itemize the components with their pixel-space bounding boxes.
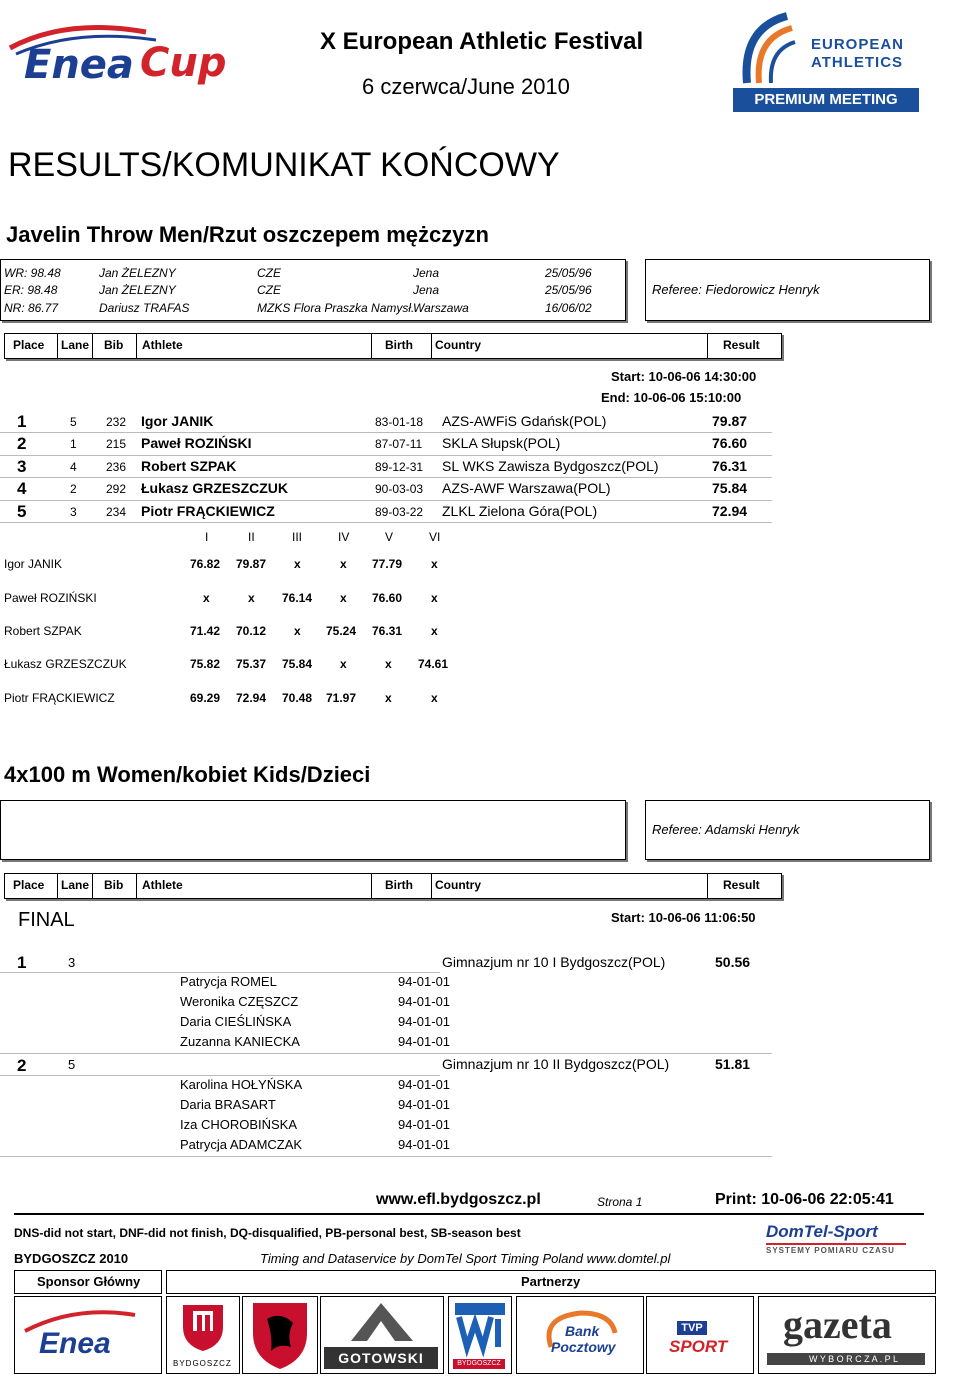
attempt-value: 75.84 xyxy=(282,657,313,671)
member-name: Patrycja ROMEL xyxy=(180,974,277,989)
bydgoszcz-text: BYDGOSZCZ xyxy=(173,1359,232,1368)
member-name: Patrycja ADAMCZAK xyxy=(180,1137,303,1152)
javelin-referee: Referee: Fiedorowicz Henryk xyxy=(652,282,820,297)
result-lane: 1 xyxy=(70,437,77,451)
attempt-value: x xyxy=(294,624,301,638)
relay-start-time: Start: 10-06-06 11:06:50 xyxy=(611,910,756,925)
tvp-sport-text: SPORT xyxy=(669,1337,728,1356)
col-lane: Lane xyxy=(61,338,90,352)
region-crest-logo xyxy=(242,1296,318,1374)
footer-city-year: BYDGOSZCZ 2010 xyxy=(14,1251,129,1266)
col-separator xyxy=(707,874,708,898)
result-mark: 76.60 xyxy=(712,435,748,451)
result-birth: 89-03-22 xyxy=(375,505,424,519)
team-name: Gimnazjum nr 10 II Bydgoszcz(POL) xyxy=(442,1056,670,1072)
attempt-value: 75.82 xyxy=(190,657,221,671)
event-title: X European Athletic Festival xyxy=(320,28,644,55)
footer-page: Strona 1 xyxy=(597,1195,643,1209)
result-country: SKLA Słupsk(POL) xyxy=(442,435,561,451)
col-place: Place xyxy=(13,338,45,352)
member-name: Daria BRASART xyxy=(180,1097,276,1112)
attempt-value: 77.79 xyxy=(372,557,403,571)
record-club: MZKS Flora Praszka Namysł. xyxy=(257,301,415,315)
record-holder: Dariusz TRAFAS xyxy=(99,301,190,315)
relay-column-header xyxy=(4,873,782,899)
attempt-athlete: Piotr FRĄCKIEWICZ xyxy=(4,691,115,705)
col-separator xyxy=(707,334,708,358)
team-result: 51.81 xyxy=(715,1056,751,1072)
attempt-value: 75.37 xyxy=(236,657,267,671)
gazeta-logo xyxy=(758,1296,936,1374)
wiik-text: BYDGOSZCZ xyxy=(453,1359,505,1369)
result-place: 3 xyxy=(17,457,27,476)
partners-label: Partnerzy xyxy=(521,1274,581,1289)
attempt-col: I xyxy=(205,530,209,544)
col-result: Result xyxy=(723,878,760,892)
col-lane: Lane xyxy=(61,878,90,892)
record-holder: Jan ŻELEZNY xyxy=(99,266,176,280)
attempt-col: V xyxy=(385,530,394,544)
col-result: Result xyxy=(723,338,760,352)
enea-sponsor-logo xyxy=(14,1296,162,1374)
result-lane: 4 xyxy=(70,460,77,474)
sponsor-label: Sponsor Główny xyxy=(37,1274,141,1289)
record-city: Jena xyxy=(413,266,440,280)
row-divider xyxy=(0,1075,440,1076)
attempt-value: 70.48 xyxy=(282,691,313,705)
record-holder: Jan ŻELEZNY xyxy=(99,283,176,297)
relay-section-title: 4x100 m Women/kobiet Kids/Dzieci xyxy=(4,762,371,787)
col-separator xyxy=(57,334,58,358)
record-date: 16/06/02 xyxy=(545,301,592,315)
col-country: Country xyxy=(435,878,481,892)
attempt-value: 74.61 xyxy=(418,657,449,671)
attempt-value: x xyxy=(203,591,210,605)
result-lane: 3 xyxy=(70,505,77,519)
attempt-value: 75.24 xyxy=(326,624,357,638)
cup-logo-text: Cup xyxy=(140,40,227,86)
domtel-logo xyxy=(760,1222,910,1256)
col-separator xyxy=(371,874,372,898)
relay-round: FINAL xyxy=(18,909,75,931)
col-separator xyxy=(57,874,58,898)
col-separator xyxy=(431,874,432,898)
tvp-sport-logo xyxy=(646,1296,754,1374)
team-lane: 5 xyxy=(68,1057,76,1072)
member-birth: 94-01-01 xyxy=(398,1077,451,1092)
row-divider xyxy=(0,477,772,478)
attempt-value: x xyxy=(431,691,438,705)
col-separator xyxy=(371,334,372,358)
griffin-crest-icon xyxy=(243,1297,317,1373)
col-country: Country xyxy=(435,338,481,352)
col-separator xyxy=(92,334,93,358)
team-lane: 3 xyxy=(68,955,76,970)
bydgoszcz-logo xyxy=(166,1296,240,1374)
gazeta-text: gazeta xyxy=(783,1302,892,1347)
team-name: Gimnazjum nr 10 I Bydgoszcz(POL) xyxy=(442,954,666,970)
result-country: AZS-AWFiS Gdańsk(POL) xyxy=(442,413,607,429)
result-mark: 72.94 xyxy=(712,503,748,519)
result-country: ZLKL Zielona Góra(POL) xyxy=(442,503,598,519)
result-place: 1 xyxy=(17,412,27,431)
record-city: Warszawa xyxy=(413,301,469,315)
col-separator xyxy=(136,874,137,898)
domtel-brand: DomTel-Sport xyxy=(766,1222,878,1241)
result-lane: 2 xyxy=(70,482,77,496)
record-city: Jena xyxy=(413,283,440,297)
attempt-value: 76.60 xyxy=(372,591,403,605)
col-athlete: Athlete xyxy=(142,338,183,352)
javelin-end-time: End: 10-06-06 15:10:00 xyxy=(601,390,742,405)
domtel-rule xyxy=(766,1243,906,1245)
attempt-col: IV xyxy=(338,530,350,544)
gotowski-text: GOTOWSKI xyxy=(324,1347,438,1369)
attempt-value: x xyxy=(340,591,347,605)
attempt-athlete: Łukasz GRZESZCZUK xyxy=(4,657,127,671)
attempt-value: 70.12 xyxy=(236,624,267,638)
result-athlete: Robert SZPAK xyxy=(141,458,237,474)
member-name: Karolina HOŁYŃSKA xyxy=(180,1077,303,1092)
attempt-col: II xyxy=(248,530,255,544)
col-separator xyxy=(431,334,432,358)
result-birth: 90-03-03 xyxy=(375,482,424,496)
team-place: 2 xyxy=(17,1056,27,1075)
row-divider xyxy=(0,522,772,523)
attempt-value: 76.31 xyxy=(372,624,403,638)
member-birth: 94-01-01 xyxy=(398,1034,451,1049)
result-place: 4 xyxy=(17,479,27,498)
result-mark: 76.31 xyxy=(712,458,748,474)
gotowski-emblem-icon xyxy=(321,1297,443,1345)
attempt-value: 72.94 xyxy=(236,691,267,705)
result-place: 5 xyxy=(17,502,27,521)
row-divider xyxy=(0,455,772,456)
result-country: AZS-AWF Warszawa(POL) xyxy=(442,480,611,496)
result-mark: 75.84 xyxy=(712,480,748,496)
col-bib: Bib xyxy=(104,338,124,352)
attempt-value: x xyxy=(431,557,438,571)
city-crest-icon xyxy=(167,1297,239,1357)
relay-referee: Referee: Adamski Henryk xyxy=(652,822,800,837)
footer-print-time: Print: 10-06-06 22:05:41 xyxy=(715,1191,894,1208)
wyborcza-text: W Y B O R C Z A . P L xyxy=(809,1354,899,1364)
result-place: 2 xyxy=(17,434,27,453)
enea-cup-logo xyxy=(6,18,227,96)
attempt-value: x xyxy=(340,557,347,571)
ea-swirl-icon xyxy=(737,8,797,88)
record-club: CZE xyxy=(257,266,281,280)
result-bib: 292 xyxy=(106,482,127,496)
record-date: 25/05/96 xyxy=(545,266,592,280)
domtel-sub: SYSTEMY POMIARU CZASU xyxy=(766,1246,895,1255)
bank-text-2: Pocztowy xyxy=(551,1339,616,1355)
team-place: 1 xyxy=(17,953,27,972)
col-separator xyxy=(92,874,93,898)
ea-premium-banner: PREMIUM MEETING xyxy=(733,88,919,112)
result-bib: 215 xyxy=(106,437,127,451)
bank-text-1: Bank xyxy=(565,1323,600,1339)
record-label: WR: 98.48 xyxy=(4,266,61,280)
col-athlete: Athlete xyxy=(142,878,183,892)
row-divider xyxy=(0,1156,772,1157)
result-birth: 89-12-31 xyxy=(375,460,424,474)
member-birth: 94-01-01 xyxy=(398,1117,451,1132)
record-label: ER: 98.48 xyxy=(4,283,58,297)
col-birth: Birth xyxy=(385,338,413,352)
row-divider xyxy=(0,1053,772,1054)
javelin-column-header xyxy=(4,333,782,359)
attempt-value: x xyxy=(248,591,255,605)
ea-line2: ATHLETICS xyxy=(811,54,904,71)
attempt-value: x xyxy=(385,691,392,705)
ea-line1: EUROPEAN xyxy=(811,36,905,53)
event-date: 6 czerwca/June 2010 xyxy=(362,74,570,99)
record-club: CZE xyxy=(257,283,281,297)
relay-records-box xyxy=(0,800,626,860)
member-birth: 94-01-01 xyxy=(398,974,451,989)
javelin-start-time: Start: 10-06-06 14:30:00 xyxy=(611,369,757,384)
row-divider xyxy=(0,972,440,973)
result-mark: 79.87 xyxy=(712,413,748,429)
attempt-value: x xyxy=(294,557,301,571)
result-lane: 5 xyxy=(70,415,77,429)
attempt-value: 71.97 xyxy=(326,691,357,705)
member-name: Weronika CZĘSZCZ xyxy=(180,994,299,1009)
member-name: Daria CIEŚLIŃSKA xyxy=(180,1014,292,1029)
attempt-value: x xyxy=(340,657,347,671)
attempt-value: 76.82 xyxy=(190,557,221,571)
result-bib: 236 xyxy=(106,460,127,474)
attempt-athlete: Paweł ROZIŃSKI xyxy=(4,591,97,605)
wiik-logo xyxy=(448,1296,512,1374)
team-result: 50.56 xyxy=(715,954,751,970)
result-bib: 234 xyxy=(106,505,127,519)
attempt-value: x xyxy=(431,624,438,638)
result-country: SL WKS Zawisza Bydgoszcz(POL) xyxy=(442,458,659,474)
attempt-value: x xyxy=(385,657,392,671)
attempt-value: x xyxy=(431,591,438,605)
tvp-box: TVP xyxy=(677,1321,707,1335)
enea-logo-text: Enea xyxy=(24,42,134,88)
result-birth: 87-07-11 xyxy=(375,437,423,451)
bank-pocztowy-logo xyxy=(516,1296,644,1374)
attempt-value: 79.87 xyxy=(236,557,267,571)
footer-website[interactable]: www.efl.bydgoszcz.pl xyxy=(376,1191,541,1208)
result-bib: 232 xyxy=(106,415,127,429)
wiik-emblem-icon xyxy=(449,1297,511,1359)
european-athletics-logo xyxy=(733,4,921,112)
record-date: 25/05/96 xyxy=(545,283,592,297)
footer-rule xyxy=(14,1213,924,1215)
attempt-value: 69.29 xyxy=(190,691,221,705)
gotowski-logo xyxy=(320,1296,444,1374)
attempt-value: 71.42 xyxy=(190,624,221,638)
result-athlete: Paweł ROZIŃSKI xyxy=(141,435,252,451)
member-name: Iza CHOROBIŃSKA xyxy=(180,1117,298,1132)
attempt-athlete: Robert SZPAK xyxy=(4,624,82,638)
footer-legend: DNS-did not start, DNF-did not finish, DQ-disqualified, PB-personal best, SB-season best xyxy=(14,1226,521,1240)
attempt-col: VI xyxy=(429,530,441,544)
attempt-col: III xyxy=(292,530,303,544)
col-birth: Birth xyxy=(385,878,413,892)
result-athlete: Piotr FRĄCKIEWICZ xyxy=(141,503,275,519)
javelin-section-title: Javelin Throw Men/Rzut oszczepem mężczyzn xyxy=(6,222,489,247)
record-label: NR: 86.77 xyxy=(4,301,59,315)
member-birth: 94-01-01 xyxy=(398,1137,451,1152)
row-divider xyxy=(0,432,772,433)
member-birth: 94-01-01 xyxy=(398,1097,451,1112)
footer-timing: Timing and Dataservice by DomTel Sport Timing Poland www.domtel.pl xyxy=(260,1251,671,1266)
attempt-athlete: Igor JANIK xyxy=(4,557,63,571)
enea-sponsor-text: Enea xyxy=(39,1327,111,1360)
attempt-value: 76.14 xyxy=(282,591,313,605)
page-title: RESULTS/KOMUNIKAT KOŃCOWY xyxy=(8,146,560,184)
result-birth: 83-01-18 xyxy=(375,415,424,429)
member-name: Zuzanna KANIECKA xyxy=(180,1034,300,1049)
row-divider xyxy=(0,500,772,501)
col-bib: Bib xyxy=(104,878,124,892)
member-birth: 94-01-01 xyxy=(398,994,451,1009)
col-place: Place xyxy=(13,878,45,892)
result-athlete: Igor JANIK xyxy=(141,413,214,429)
member-birth: 94-01-01 xyxy=(398,1014,451,1029)
result-athlete: Łukasz GRZESZCZUK xyxy=(141,480,289,496)
col-separator xyxy=(136,334,137,358)
